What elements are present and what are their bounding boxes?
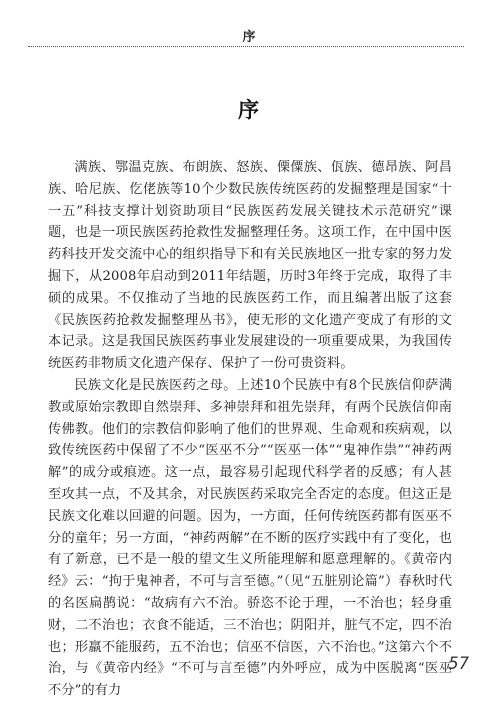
page-number: 57	[448, 654, 469, 674]
page-title: 序	[238, 98, 261, 122]
header-rule	[28, 46, 464, 47]
paragraph: 满族、鄂温克族、布朗族、怒族、傈僳族、佤族、德昂族、阿昌族、哈尼族、仡佬族等10个少数民族传统医药的发掘整理是国家“十一五”科技支撑计划资助项目“民族医药发展关键技术示范研究”课题，也是一项民族医药抢救性发掘整理任务。这项工作，在中国中医药科技开发交流中心的组织指导下和有关民族地区一批专家的努力发掘下，从2008年启动到2011年结题，历时3年终于完成，取得了丰硕的成果。不仅推动了当地的民族医药工作，而且编著出版了这套《民族医药抢救发掘整理丛书》，使无形的文化遗产变成了有形的文本记录。这是我国民族医药事业发展建设的一项重要成果，为我国传统医药非物质文化遗产保存、保护了一份可贵资料。	[48, 160, 452, 372]
body-text	[48, 157, 452, 702]
paragraph: 民族文化是民族医药之母。上述10个民族中有8个民族信仰萨满教或原始宗教即自然崇拜、多神崇拜和祖先崇拜，有两个民族信仰南传佛教。他们的宗教信仰影响了他们的世界观、生命观和疾病观，以致传统医药中保留了不少“医巫不分”“医巫一体”“鬼神作祟”“神药两解”的成分或痕迹。这一点，最容易引起现代科学者的反感；有人甚至攻其一点，不及其余，对民族医药采取完全否定的态度。但这正是民族文化难以回避的问题。因为，一方面，任何传统医药都有医巫不分的童年；另一方面，“神药两解”在不断的医疗实践中有了变化，也有了新意，已不是一般的望文生义所能理解和愿意理解的。《黄帝内经》云：“拘于鬼神者，不可与言至德。”（见“五脏别论篇”）春秋时代的名医扁鹊说：“故病有六不治。骄恣不论于理，一不治也；轻身重财，二不治也；衣食不能适，三不治也；阴阳并，脏气不定，四不治也；形羸不能服药，五不治也；信巫不信医，六不治也。”这第六个不治，与《黄帝内经》“不可与言至德”内外呼应，成为中医脱离“医巫不分”的有力	[48, 377, 452, 699]
running-head: 序	[242, 30, 257, 45]
